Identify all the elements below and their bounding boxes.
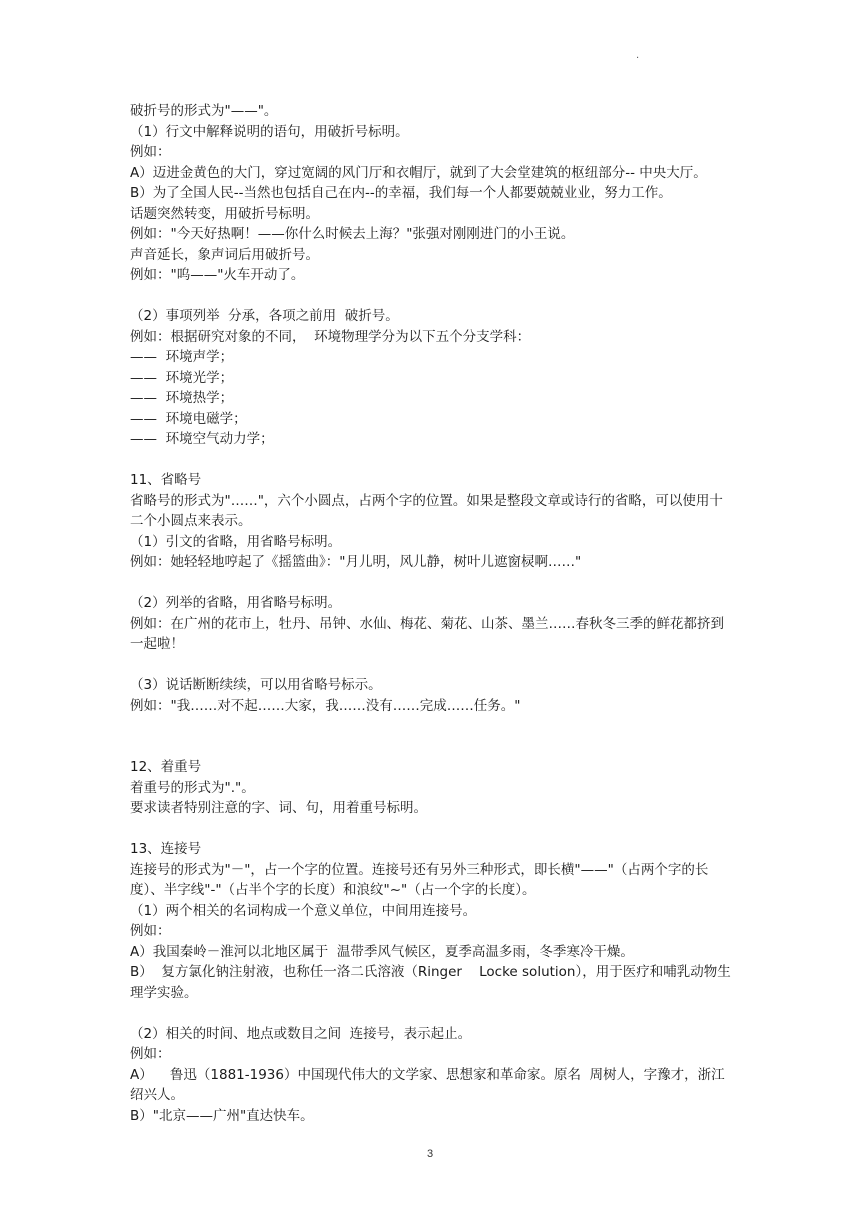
connector-example-2a: A） 鲁迅（1881-1936）中国现代伟大的文学家、思想家和革命家。原名 周树人，字豫才，浙江绍兴人。 [130,1066,725,1103]
section-heading: 12、着重号 [130,759,202,775]
section-heading: 11、省略号 [130,472,202,488]
connector-rule-2: （2）相关的时间、地点或数目之间 连接号，表示起止。 [130,1025,472,1042]
page-number: 3 [426,1148,434,1160]
document-body [130,101,735,1126]
dash-topic-shift: 话题突然转变，用破折号标明。 [130,205,319,222]
ellipsis-rule-3: （3）说话断断续续，可以用省略号标示。 [130,677,382,693]
section-heading: 13、连接号 [130,841,202,857]
connector-example-2b: B）"北京——广州"直达快车。 [130,1107,314,1124]
list-item: —— 环境空气动力学； [130,431,274,447]
dash-intro: 破折号的形式为"——"。 [130,103,278,119]
list-item: —— 环境光学； [130,369,234,386]
emphasis-intro: 着重号的形式为"."。 [130,779,255,796]
emphasis-section [130,757,735,819]
list-item: —— 环境声学； [130,349,234,365]
dash-topic-shift-example: 例如："今天好热啊！——你什么时候去上海？"张强对刚刚进门的小王说。 [130,226,575,242]
dash-sound-example: 例如："呜——"火车开动了。 [130,267,305,283]
ellipsis-rule-2: （2）列举的省略，用省略号标明。 [130,595,342,611]
emphasis-desc: 要求读者特别注意的字、词、句，用着重号标明。 [130,800,427,816]
example-label: 例如： [130,144,171,160]
dash-sound-extend: 声音延长，象声词后用破折号。 [130,246,319,263]
ellipsis-rule-2-example: 例如：在广州的花市上，牡丹、吊钟、水仙、梅花、菊花、山茶、墨兰……春秋冬三季的鲜花都挤到一起啦！ [130,615,724,652]
example-label: 例如： [130,923,171,939]
dash-rule-2: （2）事项列举 分承，各项之前用 破折号。 [130,308,399,324]
dash-rule-2-example: 例如：根据研究对象的不同， 环境物理学分为以下五个分支学科： [130,328,531,345]
ellipsis-rule-1-example: 例如：她轻轻地哼起了《摇篮曲》："月儿明，风儿静，树叶儿遮窗棂啊……" [130,554,582,570]
connector-section [130,839,735,1126]
ellipsis-rule-1: （1）引文的省略，用省略号标明。 [130,533,342,550]
connector-intro: 连接号的形式为"－"，占一个字的位置。连接号还有另外三种形式，即长横"——"（占两个字的长度）、半字线"-"（占半个字的长度）和浪纹"~"（占一个字的长度）。 [130,861,709,898]
dash-section [130,101,735,450]
connector-example-a: A）我国秦岭－淮河以北地区属于 温带季风气候区，夏季高温多雨，冬季寒冷干燥。 [130,943,634,960]
example-label: 例如： [130,1046,171,1062]
header-mark: . [636,50,640,61]
dash-example-b: B）为了全国人民--当然也包括自己在内--的幸福，我们每一个人都要兢兢业业，努力工作。 [130,185,672,201]
ellipsis-rule-3-example: 例如："我……对不起……大家，我……没有……完成……任务。" [130,697,521,714]
dash-example-a: A）迈进金黄色的大门，穿过宽阔的风门厅和衣帽厅，就到了大会堂建筑的枢纽部分-- 中央大厅。 [130,164,707,181]
ellipsis-intro: 省略号的形式为"……"，六个小圆点，占两个字的位置。如果是整段文章或诗行的省略，可以使用十二个小圆点来表示。 [130,492,723,529]
connector-rule-1: （1）两个相关的名词构成一个意义单位，中间用连接号。 [130,902,477,919]
list-item: —— 环境热学； [130,390,234,406]
connector-example-b: B） 复方氯化钠注射液，也称任一洛二氏溶液（Ringer Locke solution），用于医疗和哺乳动物生理学实验。 [130,964,731,1001]
ellipsis-section [130,470,735,716]
dash-rule-1: （1）行文中解释说明的语句，用破折号标明。 [130,123,409,140]
list-item: —— 环境电磁学； [130,410,247,427]
